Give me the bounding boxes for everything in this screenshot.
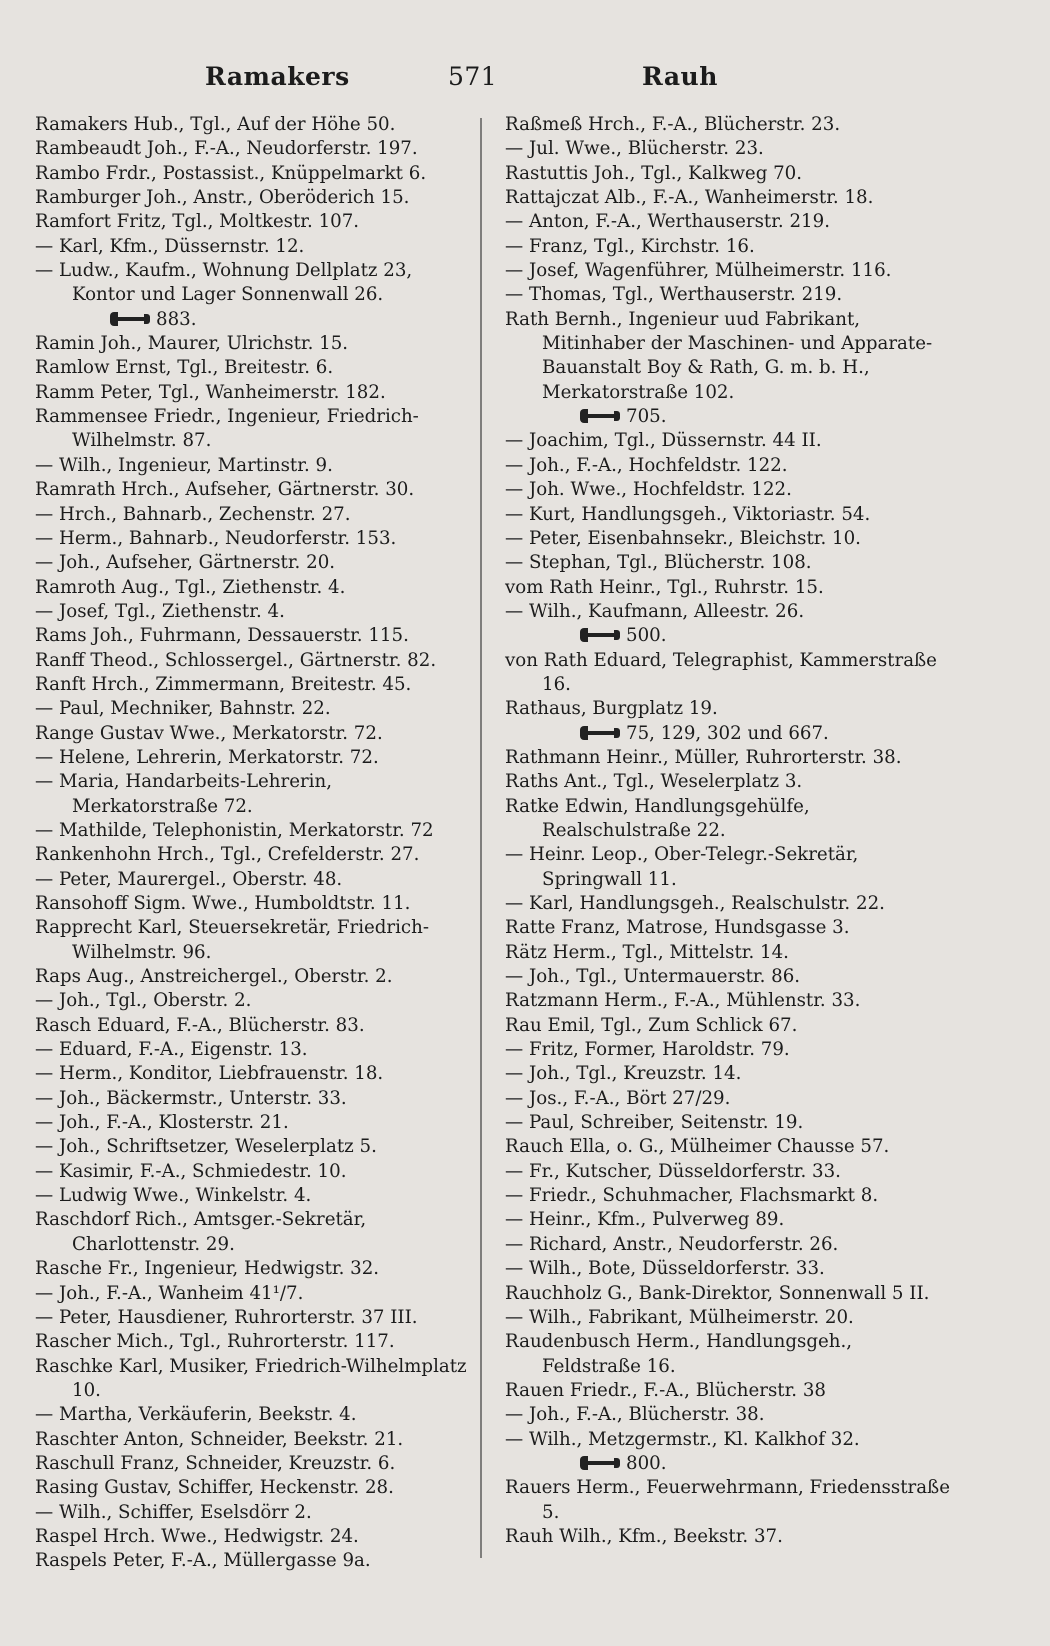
directory-entry: — Anton, F.-A., Werthauserstr. 219. — [505, 211, 830, 233]
directory-entry: Rathmann Heinr., Müller, Ruhrorterstr. 38. — [505, 746, 902, 768]
directory-entry: — Stephan, Tgl., Blücherstr. 108. — [505, 552, 812, 574]
directory-entry: — Ludwig Wwe., Winkelstr. 4. — [35, 1185, 312, 1207]
directory-entry: — Maria, Handarbeits-Lehrerin, Merkatorstraße 72. — [35, 771, 332, 817]
right-column — [505, 113, 950, 1549]
directory-entry: — Richard, Anstr., Neudorferstr. 26. — [505, 1233, 839, 1255]
directory-entry: — Wilh., Metzgermstr., Kl. Kalkhof 32. — [505, 1428, 860, 1450]
phone-line — [505, 405, 950, 429]
directory-entry: — Paul, Schreiber, Seitenstr. 19. — [505, 1112, 804, 1134]
phone-line — [505, 624, 950, 648]
telephone-icon — [580, 628, 620, 642]
telephone-icon — [580, 409, 620, 423]
directory-entry: Rastuttis Joh., Tgl., Kalkweg 70. — [505, 162, 803, 184]
directory-entry: — Joh., Tgl., Oberstr. 2. — [35, 990, 252, 1012]
directory-entry: Rascher Mich., Tgl., Ruhrorterstr. 117. — [35, 1331, 395, 1353]
directory-entry: — Heinr., Kfm., Pulverweg 89. — [505, 1209, 785, 1231]
directory-entry: Rauch Ella, o. G., Mülheimer Chausse 57. — [505, 1136, 890, 1158]
directory-entry: Rauh Wilh., Kfm., Beekstr. 37. — [505, 1525, 783, 1547]
column-divider — [480, 118, 482, 1558]
directory-entry: von Rath Eduard, Telegraphist, Kammerstraße 16. — [505, 649, 937, 695]
directory-entry: Rauen Friedr., F.-A., Blücherstr. 38 — [505, 1379, 826, 1401]
directory-entry: — Joh., Tgl., Kreuzstr. 14. — [505, 1063, 742, 1085]
directory-entry: — Eduard, F.-A., Eigenstr. 13. — [35, 1039, 308, 1061]
directory-entry: Rau Emil, Tgl., Zum Schlick 67. — [505, 1014, 798, 1036]
left-column — [35, 113, 480, 1574]
directory-entry: — Wilh., Fabrikant, Mülheimerstr. 20. — [505, 1306, 854, 1328]
directory-entry: Rasing Gustav, Schiffer, Heckenstr. 28. — [35, 1477, 394, 1499]
directory-entry: Raspels Peter, F.-A., Müllergasse 9a. — [35, 1550, 371, 1572]
directory-entry: Rapprecht Karl, Steuersekretär, Friedrich-Wilhelmstr. 96. — [35, 917, 429, 963]
directory-entry: — Wilh., Bote, Düsseldorferstr. 33. — [505, 1258, 825, 1280]
directory-entry: — Joh., F.-A., Hochfeldstr. 122. — [505, 454, 788, 476]
phone-number: 883. — [156, 308, 197, 330]
directory-entry: — Martha, Verkäuferin, Beekstr. 4. — [35, 1404, 357, 1426]
directory-entry: — Josef, Tgl., Ziethenstr. 4. — [35, 600, 285, 622]
header-right-guide-word: Rauh — [642, 62, 718, 91]
directory-entry: — Josef, Wagenführer, Mülheimerstr. 116. — [505, 260, 892, 282]
directory-entry: Rambo Frdr., Postassist., Knüppelmarkt 6. — [35, 162, 427, 184]
page-number: 571 — [448, 62, 498, 91]
directory-entry: — Franz, Tgl., Kirchstr. 16. — [505, 235, 755, 257]
directory-entry: — Ludw., Kaufm., Wohnung Dellplatz 23, Kontor und Lager Sonnenwall 26. — [35, 260, 413, 306]
directory-entry: — Wilh., Kaufmann, Alleestr. 26. — [505, 600, 805, 622]
directory-entry: — Fr., Kutscher, Düsseldorferstr. 33. — [505, 1160, 841, 1182]
directory-entry: — Kasimir, F.-A., Schmiedestr. 10. — [35, 1160, 347, 1182]
directory-entry: Raschke Karl, Musiker, Friedrich-Wilhelmplatz 10. — [35, 1355, 467, 1401]
directory-entry: Raßmeß Hrch., F.-A., Blücherstr. 23. — [505, 114, 841, 135]
directory-entry: — Herm., Konditor, Liebfrauenstr. 18. — [35, 1063, 384, 1085]
directory-entry: Ratzmann Herm., F.-A., Mühlenstr. 33. — [505, 990, 861, 1012]
directory-entry: — Paul, Mechniker, Bahnstr. 22. — [35, 698, 331, 720]
directory-entry: Raudenbusch Herm., Handlungsgeh., Feldstraße 16. — [505, 1331, 853, 1377]
directory-entry: Rankenhohn Hrch., Tgl., Crefelderstr. 27. — [35, 844, 420, 866]
directory-entry: Raths Ant., Tgl., Weselerplatz 3. — [505, 771, 803, 793]
header-left-guide-word: Ramakers — [205, 62, 350, 91]
directory-entry: — Joh., Schriftsetzer, Weselerplatz 5. — [35, 1136, 377, 1158]
directory-entry: Raschull Franz, Schneider, Kreuzstr. 6. — [35, 1452, 396, 1474]
directory-entry: Ramburger Joh., Anstr., Oberöderich 15. — [35, 187, 410, 209]
directory-entry: Ratte Franz, Matrose, Hundsgasse 3. — [505, 917, 850, 939]
directory-entry: Raschdorf Rich., Amtsger.-Sekretär, Charlottenstr. 29. — [35, 1209, 367, 1255]
phone-number: 75, 129, 302 und 667. — [626, 722, 829, 744]
directory-entry: Raschter Anton, Schneider, Beekstr. 21. — [35, 1428, 404, 1450]
directory-entry: — Joh., Tgl., Untermauerstr. 86. — [505, 966, 801, 988]
directory-entry: — Wilh., Schiffer, Eselsdörr 2. — [35, 1501, 312, 1523]
directory-entry: — Helene, Lehrerin, Merkatorstr. 72. — [35, 746, 379, 768]
directory-entry: Ramm Peter, Tgl., Wanheimerstr. 182. — [35, 381, 386, 403]
directory-entry: — Hrch., Bahnarb., Zechenstr. 27. — [35, 503, 351, 525]
directory-entry: — Jos., F.-A., Bört 27/29. — [505, 1087, 731, 1109]
telephone-icon — [580, 1456, 620, 1470]
directory-entry: Rauers Herm., Feuerwehrmann, Friedensstraße 5. — [505, 1477, 950, 1523]
phone-number: 800. — [626, 1452, 667, 1474]
directory-entry: vom Rath Heinr., Tgl., Ruhrstr. 15. — [505, 576, 824, 598]
directory-entry: — Joh., F.-A., Wanheim 41¹/7. — [35, 1282, 304, 1304]
directory-entry: — Joh., Bäckermstr., Unterstr. 33. — [35, 1087, 347, 1109]
page-header — [0, 62, 1050, 102]
directory-entry: — Joh., F.-A., Blücherstr. 38. — [505, 1404, 765, 1426]
directory-entry: Ransohoff Sigm. Wwe., Humboldtstr. 11. — [35, 893, 411, 914]
directory-entry: Ranff Theod., Schlossergel., Gärtnerstr. 82. — [35, 649, 437, 671]
directory-entry: Ratke Edwin, Handlungsgehülfe, Realschulstraße 22. — [505, 795, 810, 841]
directory-entry: Rams Joh., Fuhrmann, Dessauerstr. 115. — [35, 625, 409, 647]
directory-entry: Rauchholz G., Bank-Direktor, Sonnenwall 5 II. — [505, 1282, 930, 1304]
directory-entry: Rammensee Friedr., Ingenieur, Friedrich-Wilhelmstr. 87. — [35, 406, 419, 452]
directory-entry: — Thomas, Tgl., Werthauserstr. 219. — [505, 284, 843, 306]
directory-entry: Raps Aug., Anstreichergel., Oberstr. 2. — [35, 966, 393, 988]
directory-entry: — Peter, Hausdiener, Ruhrorterstr. 37 III. — [35, 1306, 418, 1328]
directory-entry: — Karl, Handlungsgeh., Realschulstr. 22. — [505, 893, 885, 914]
directory-entry: Ramin Joh., Maurer, Ulrichstr. 15. — [35, 333, 349, 355]
directory-entry: — Jul. Wwe., Blücherstr. 23. — [505, 138, 764, 160]
phone-line — [35, 308, 480, 332]
phone-line — [505, 1452, 950, 1476]
directory-entry: Rätz Herm., Tgl., Mittelstr. 14. — [505, 941, 789, 963]
directory-entry: — Mathilde, Telephonistin, Merkatorstr. 72 — [35, 819, 434, 841]
directory-entry: — Friedr., Schuhmacher, Flachsmarkt 8. — [505, 1185, 879, 1207]
directory-entry: Ramrath Hrch., Aufseher, Gärtnerstr. 30. — [35, 479, 415, 501]
directory-entry: — Kurt, Handlungsgeh., Viktoriastr. 54. — [505, 503, 871, 525]
telephone-icon — [580, 726, 620, 740]
directory-entry: Ramfort Fritz, Tgl., Moltkestr. 107. — [35, 211, 360, 233]
phone-line — [505, 722, 950, 746]
directory-entry: — Joh., Aufseher, Gärtnerstr. 20. — [35, 552, 336, 574]
directory-entry: — Wilh., Ingenieur, Martinstr. 9. — [35, 454, 333, 476]
directory-entry: Ranft Hrch., Zimmermann, Breitestr. 45. — [35, 673, 412, 695]
directory-entry: Rath Bernh., Ingenieur uud Fabrikant, Mitinhaber der Maschinen- und Apparate-Bauanstalt Boy & Rath, G. m. b. H., Merkatorstraße 102. — [505, 308, 933, 403]
directory-entry: — Joh. Wwe., Hochfeldstr. 122. — [505, 479, 792, 501]
directory-entry: — Joachim, Tgl., Düssernstr. 44 II. — [505, 430, 822, 452]
phone-number: 500. — [626, 625, 667, 647]
directory-entry: Rasche Fr., Ingenieur, Hedwigstr. 32. — [35, 1258, 380, 1280]
directory-entry: — Karl, Kfm., Düssernstr. 12. — [35, 235, 305, 257]
directory-entry: Ramlow Ernst, Tgl., Breitestr. 6. — [35, 357, 334, 379]
phone-number: 705. — [626, 406, 667, 428]
telephone-icon — [110, 312, 150, 326]
directory-entry: Rasch Eduard, F.-A., Blücherstr. 83. — [35, 1014, 365, 1036]
directory-entry: Raspel Hrch. Wwe., Hedwigstr. 24. — [35, 1525, 359, 1547]
directory-entry: — Peter, Eisenbahnsekr., Bleichstr. 10. — [505, 527, 861, 549]
directory-entry: Ramakers Hub., Tgl., Auf der Höhe 50. — [35, 114, 396, 135]
directory-entry: Rattajczat Alb., F.-A., Wanheimerstr. 18. — [505, 187, 874, 209]
directory-entry: — Peter, Maurergel., Oberstr. 48. — [35, 868, 343, 890]
directory-entry: Range Gustav Wwe., Merkatorstr. 72. — [35, 722, 383, 744]
directory-entry: — Fritz, Former, Haroldstr. 79. — [505, 1039, 790, 1061]
directory-entry: — Heinr. Leop., Ober-Telegr.-Sekretär, Springwall 11. — [505, 844, 859, 890]
directory-entry: Rambeaudt Joh., F.-A., Neudorferstr. 197. — [35, 138, 418, 160]
directory-entry: — Joh., F.-A., Klosterstr. 21. — [35, 1112, 289, 1134]
directory-entry: — Herm., Bahnarb., Neudorferstr. 153. — [35, 527, 397, 549]
directory-entry: Rathaus, Burgplatz 19. — [505, 698, 718, 720]
directory-entry: Ramroth Aug., Tgl., Ziethenstr. 4. — [35, 576, 346, 598]
